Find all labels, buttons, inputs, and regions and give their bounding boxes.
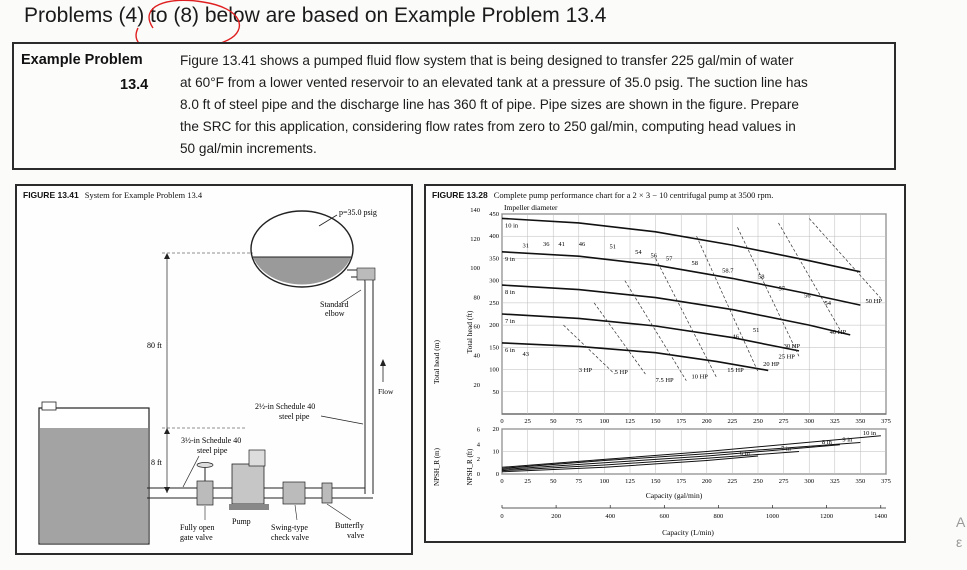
discharge-pipe-label-2: steel pipe <box>279 412 310 421</box>
page-edge-glyph: ε <box>956 534 963 550</box>
figure-tag: FIGURE 13.41 <box>23 190 79 200</box>
x-tick-label: 50 <box>549 418 557 425</box>
efficiency-label: 51 <box>609 243 617 251</box>
pump-performance-chart <box>426 202 904 540</box>
x-tick-label: 100 <box>599 418 610 425</box>
impeller-size-label: 10 in <box>505 222 519 230</box>
efficiency-label: 46 <box>578 241 586 248</box>
example-label: Example Problem <box>21 52 143 68</box>
x-tick-label: 175 <box>676 478 687 485</box>
x-tick-label: 250 <box>753 418 763 425</box>
y-m-tick-label: 140 <box>470 206 480 214</box>
check-valve-label: Swing-type <box>271 523 308 532</box>
y-m-tick-label: 40 <box>473 352 480 360</box>
x-tick-label: 275 <box>778 478 789 485</box>
npsh-curve-label: 6 in <box>740 450 750 457</box>
impeller-size-label: 9 in <box>505 255 515 263</box>
x-tick-label: 225 <box>727 478 738 485</box>
example-text <box>180 50 892 160</box>
example-line: 8.0 ft of steel pipe and the discharge line has 360 ft of pipe. Pipe sizes are shown in the figure. Prepare <box>180 97 799 112</box>
power-label: 3 HP <box>578 366 592 374</box>
x-tick-label: 375 <box>881 418 891 425</box>
x-tick-label: 75 <box>575 418 583 425</box>
lmin-tick-label: 1200 <box>820 513 834 520</box>
npsh-ylabel-m: NPSH_R (m) <box>433 448 441 486</box>
impeller-diameter-label: Impeller diameter <box>504 203 558 212</box>
y-tick-label: 100 <box>489 366 499 374</box>
x-tick-label: 125 <box>625 418 635 425</box>
npsh-curve-label: 8 in <box>821 438 832 446</box>
y-tick-label: 350 <box>489 255 499 263</box>
example-line: 50 gal/min increments. <box>180 141 317 156</box>
x-tick-label: 350 <box>855 478 866 485</box>
npsh-curve-label: 9 in <box>842 436 853 444</box>
power-label: 10 HP <box>691 373 708 381</box>
figure-caption-text: Complete pump performance chart for a 2 × 3 − 10 centrifugal pump at 3500 rpm. <box>493 190 774 200</box>
x-tick-label: 25 <box>524 418 531 425</box>
problems-heading: Problems (4) to (8) below are based on Example Problem 13.4 <box>24 4 607 27</box>
npsh-curve-label: 10 in <box>862 429 877 437</box>
system-diagram <box>17 202 411 554</box>
power-label: 40 HP <box>829 329 847 336</box>
lmin-tick-label: 1400 <box>874 513 888 520</box>
lmin-tick-label: 600 <box>659 513 670 520</box>
figure-13-28 <box>424 184 906 543</box>
power-label: 15 HP <box>727 366 744 374</box>
example-line: Figure 13.41 shows a pumped fluid flow system that is being designed to transfer 225 gal/min of water <box>180 53 794 68</box>
butterfly-valve <box>322 483 332 503</box>
y-m-tick-label: 80 <box>473 294 480 302</box>
y-tick-label: 50 <box>492 388 499 396</box>
elbow-fitting <box>357 268 375 280</box>
elbow-label-2: elbow <box>325 309 345 318</box>
ylabel-ft: Total head (ft) <box>465 310 474 354</box>
x-tick-label: 325 <box>829 478 840 485</box>
efficiency-label: 51 <box>752 326 760 334</box>
y-tick-label: 250 <box>489 299 499 307</box>
pump-label: Pump <box>232 517 251 526</box>
npsh-y-tick-label: 0 <box>495 471 499 478</box>
npsh-y-m-tick-label: 2 <box>476 456 480 464</box>
npsh-curve-label: 7 in <box>780 445 791 453</box>
y-m-tick-label: 120 <box>470 236 480 244</box>
x-tick-label: 50 <box>549 478 557 485</box>
x-tick-label: 150 <box>650 478 661 485</box>
x-tick-label: 275 <box>778 418 789 425</box>
x-tick-label: 0 <box>500 418 504 425</box>
npsh-y-tick-label: 10 <box>492 448 499 456</box>
x-tick-label: 200 <box>701 478 712 485</box>
lmin-tick-label: 200 <box>551 513 561 520</box>
discharge-pipe-label: 2½-in Schedule 40 <box>255 402 316 411</box>
impeller-size-label: 6 in <box>505 346 515 354</box>
efficiency-label: 36 <box>542 241 550 248</box>
example-number: 13.4 <box>120 77 149 93</box>
pressure-label: p=35.0 psig <box>339 208 377 217</box>
x-tick-label: 225 <box>727 418 738 425</box>
y-tick-label: 450 <box>489 211 499 218</box>
x-tick-label: 25 <box>524 478 531 485</box>
x-tick-label: 75 <box>575 478 583 485</box>
power-label: 50 HP <box>865 297 882 305</box>
power-label: 7.5 HP <box>655 377 674 384</box>
figure-caption-text: System for Example Problem 13.4 <box>84 190 203 200</box>
reservoir-water <box>40 428 148 543</box>
lmin-tick-label: 1000 <box>766 513 780 520</box>
efficiency-label: 41 <box>558 241 565 248</box>
npsh-y-tick-label: 20 <box>492 426 499 433</box>
page-edge-glyph: A <box>956 514 966 530</box>
x-tick-label: 375 <box>881 478 891 485</box>
example-line: at 60°F from a lower vented reservoir to an elevated tank at a pressure of 35.0 psig. The suction line has <box>180 75 808 90</box>
npsh-ylabel-ft: NPSH_R (ft) <box>466 448 474 486</box>
y-m-tick-label: 60 <box>473 323 480 331</box>
lmin-tick-label: 400 <box>605 513 616 520</box>
x-tick-label: 200 <box>701 418 712 425</box>
y-tick-label: 400 <box>489 233 499 241</box>
gate-valve-label-2: gate valve <box>180 533 213 542</box>
butterfly-valve-label: Butterfly <box>335 521 364 530</box>
npsh-y-m-tick-label: 6 <box>476 426 480 434</box>
power-label: 30 HP <box>783 343 801 351</box>
figure-13-41 <box>15 184 413 555</box>
y-m-tick-label: 20 <box>473 381 480 389</box>
x-tick-label: 175 <box>676 418 687 425</box>
lmin-tick-label: 800 <box>713 513 724 520</box>
example-line: the SRC for this application, considering flow rates from zero to 250 gal/min, computing head values in <box>180 119 796 134</box>
flow-label: Flow <box>378 387 394 396</box>
x-tick-label: 125 <box>625 478 635 485</box>
efficiency-label: 57 <box>665 255 673 263</box>
lmin-tick-label: 0 <box>500 513 504 520</box>
figure-caption <box>432 190 773 200</box>
y-m-tick-label: 100 <box>470 265 480 273</box>
upper-tank-water <box>253 257 351 284</box>
x-tick-label: 250 <box>753 478 763 485</box>
x-tick-label: 0 <box>500 478 504 485</box>
example-problem-box <box>12 42 896 170</box>
ylabel-m: Total head (m) <box>432 339 441 385</box>
x-tick-label: 350 <box>855 418 866 425</box>
efficiency-label: 54 <box>824 300 832 308</box>
efficiency-label: 56 <box>804 292 811 300</box>
efficiency-label: 31 <box>522 242 529 250</box>
gate-valve-label: Fully open <box>180 523 215 532</box>
butterfly-valve-label-2: valve <box>347 531 365 540</box>
y-tick-label: 300 <box>489 277 499 285</box>
xlabel-lmin: Capacity (L/min) <box>662 528 714 537</box>
y-tick-label: 150 <box>489 344 499 352</box>
x-tick-label: 300 <box>804 478 815 485</box>
power-label: 25 HP <box>778 353 795 361</box>
elbow-label: Standard <box>320 300 349 309</box>
efficiency-label: 54 <box>635 249 642 256</box>
height-lower-label: 8 ft <box>151 458 162 467</box>
x-tick-label: 300 <box>804 418 815 425</box>
npsh-y-m-tick-label: 4 <box>476 441 480 449</box>
efficiency-label: 46 <box>732 333 739 341</box>
figure-caption <box>23 190 202 200</box>
xlabel: Capacity (gal/min) <box>645 491 703 500</box>
impeller-size-label: 8 in <box>505 289 515 297</box>
height-upper-label: 80 ft <box>147 341 162 350</box>
figure-tag: FIGURE 13.28 <box>432 190 488 200</box>
x-tick-label: 325 <box>829 418 840 425</box>
efficiency-label: 58.7 <box>722 267 734 275</box>
y-tick-label: 200 <box>489 322 499 330</box>
efficiency-label: 57 <box>778 285 785 293</box>
efficiency-label: 43 <box>522 351 529 359</box>
pump <box>232 464 264 504</box>
efficiency-label: 58 <box>691 260 698 268</box>
power-label: 20 HP <box>763 361 780 368</box>
impeller-size-label: 7 in <box>505 318 515 325</box>
suction-pipe-label-2: steel pipe <box>197 446 228 455</box>
npsh-y-m-tick-label: 0 <box>476 471 480 478</box>
suction-pipe-label: 3½-in Schedule 40 <box>181 436 242 445</box>
check-valve <box>283 482 305 504</box>
check-valve-label-2: check valve <box>271 533 309 542</box>
x-tick-label: 150 <box>650 418 661 425</box>
x-tick-label: 100 <box>599 478 610 485</box>
gate-valve <box>197 481 213 505</box>
power-label: 5 HP <box>614 369 628 376</box>
efficiency-label: 56 <box>650 252 657 260</box>
efficiency-label: 58 <box>758 273 765 281</box>
